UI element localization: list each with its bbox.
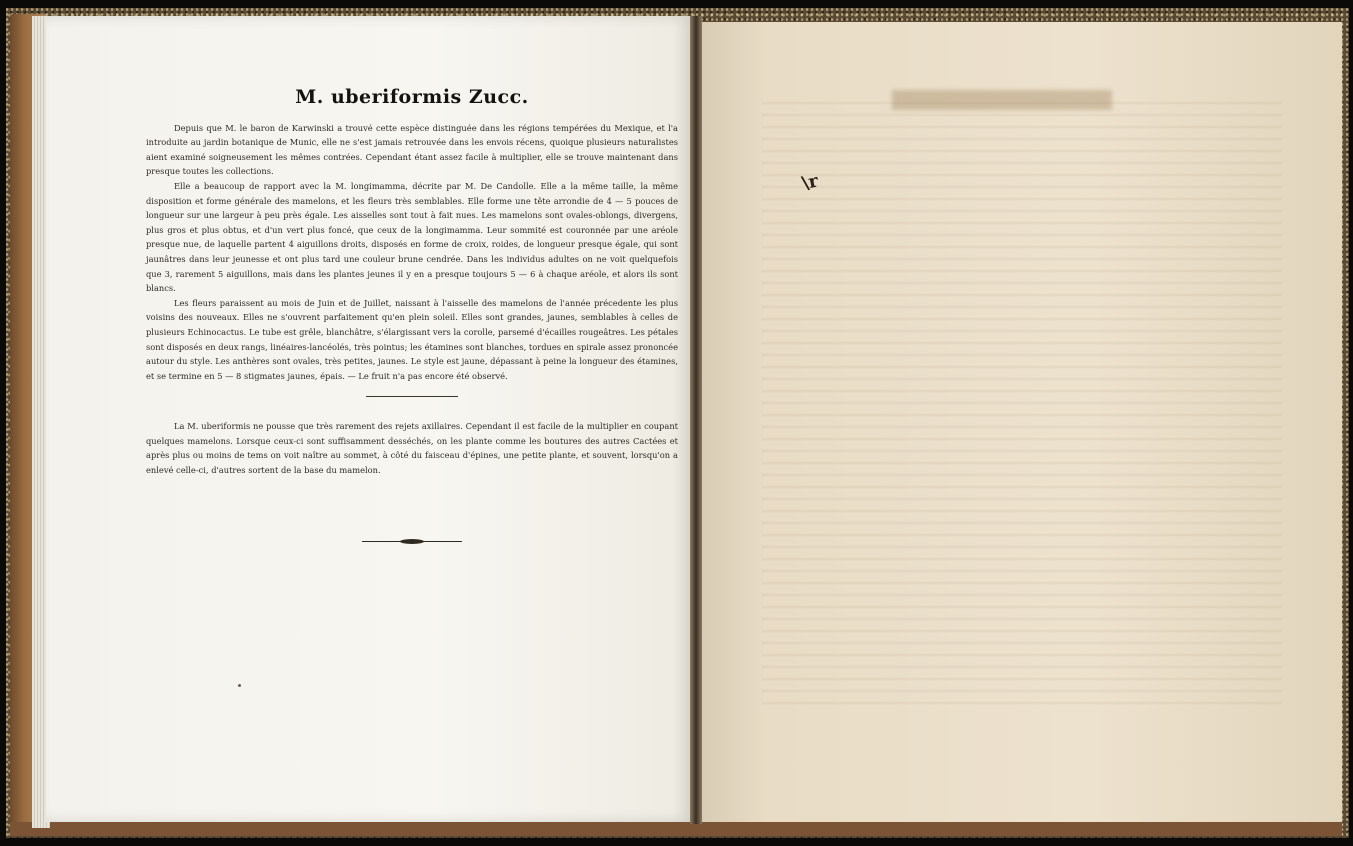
leather-binding-bottom: [10, 822, 1342, 836]
paragraph-2: Elle a beaucoup de rapport avec la M. longimamma, décrite par M. De Candolle. Elle a la même taille, la même disposition et forme générale des mamelons, et les fleurs très semblables. Elle forme une tête arrondie de 4 — 5 pouces de longueur sur une largeur à peu près égale. Les aisselles sont tout à fait nues. Les mamelons sont ovales-oblongs, divergens, plus gros et plus obtus, et d'un vert plus foncé, que ceux de la longimamma. Leur sommité est couronnée par une aréole presque nue, de laquelle partent 4 aiguillons droits, disposés en forme de croix, roides, de longueur presque égale, qui sont jaunâtres dans leur jeunesse et ont plus tard une couleur brune cendrée. Dans les individus adultes on ne voit quelquefois que 3, rarement 5 aiguillons, mais dans les plantes jeunes il y en a presque toujours 5 — 6 à chaque aréole, et alors ils sont blancs.: [146, 180, 678, 294]
paragraph-3: Les fleurs paraissent au mois de Juin et de Juillet, naissant à l'aisselle des mamelons de l'année précedente les plus voisins des nouveaux. Elles ne s'ouvrent parfaitement qu'en plein soleil. Elles sont grandes, jaunes, semblables à celles de plusieurs Echinocactus. Le tube est grêle, blanchâtre, s'élargissant vers la corolle, parsemé d'écailles rougeâtres. Les pétales sont disposés en deux rangs, linéaires-lancéolés, très pointus; les étamines sont blanches, tordues en spirale assez prononcée autour du style. Les anthères sont ovales, très petites, jaunes. Le style est jaune, dépassant à peine la longueur des étamines, et se termine en 5 — 8 stigmates jaunes, épais. — Le fruit n'a pas encore été observé.: [146, 297, 678, 381]
paragraph-1: Depuis que M. le baron de Karwinski a trouvé cette espèce distinguée dans les régions tempérées du Mexique, et l'a introduite au jardin botanique de Munic, elle ne s'est jamais retrouvée dans les envois récens, quoique plusieurs naturalistes aient examiné soigneusement les mêmes contrées. Cependant étant assez facile à multiplier, elle se trouve maintenant dans presque toutes les collections.: [146, 122, 678, 177]
section-rule: [366, 396, 458, 397]
paper-speck: [238, 684, 241, 687]
note-paragraph: La M. uberiformis ne pousse que très rarement des rejets axillaires. Cependant il est facile de la multiplier en coupant quelques mamelons. Lorsque ceux-ci sont suffisamment desséchés, on les plante comme les boutures des autres Cactées et après plus ou moins de tems on voit naître au sommet, à côté du faisceau d'épines, une petite plante, et souvent, lorsqu'on a enlevé celle-ci, d'autres sortent de la base du mamelon.: [146, 421, 678, 476]
ink-mark: \r: [799, 170, 821, 195]
ornamental-flourish: [362, 538, 462, 546]
bleed-through-text: [762, 92, 1282, 712]
left-page: [46, 16, 692, 822]
page-text: [146, 86, 678, 546]
book-gutter: [690, 16, 702, 824]
right-page: [702, 22, 1342, 822]
page-title: M. uberiformis Zucc.: [295, 86, 529, 108]
